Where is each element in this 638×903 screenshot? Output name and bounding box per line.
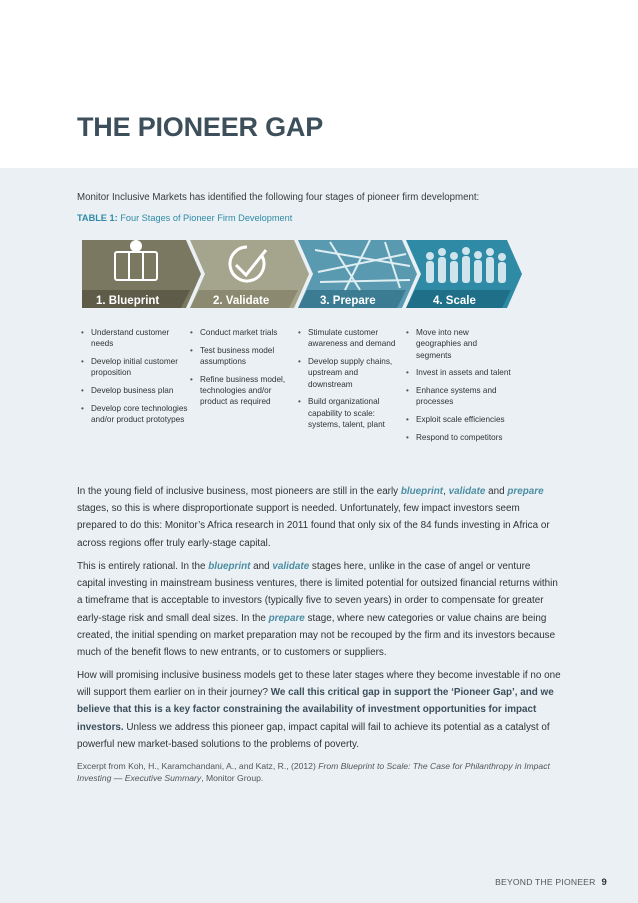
stage-term: validate: [272, 561, 310, 572]
stage-validate-label: 2. Validate: [213, 295, 270, 307]
page-number: 9: [601, 877, 607, 888]
list-item: • Understand customer needs: [81, 327, 193, 350]
stages-diagram: [0, 232, 638, 316]
stage-scale: [406, 240, 522, 308]
list-item: • Develop initial customer proposition: [81, 356, 193, 379]
citation-title: From Blueprint to Scale: The Case for Philanthropy in Impact Investing — Executive Summary: [77, 761, 550, 783]
page-title: THE PIONEER GAP: [77, 112, 324, 142]
list-item: • Conduct market trials: [190, 327, 295, 338]
footer-text: BEYOND THE PIONEER: [495, 877, 596, 887]
list-item: • Develop business plan: [81, 385, 193, 396]
list-item: • Develop core technologies and/or product prototypes: [81, 403, 193, 426]
list-item: • Develop supply chains, upstream and downstream: [298, 356, 398, 390]
text-run: Unless we address this pioneer gap, impact capital will fail to achieve its potential as a catalyst of powerful new market-based solutions to the problems of poverty.: [77, 721, 550, 750]
stage-prepare: [298, 240, 417, 308]
page-footer: [495, 877, 607, 888]
text-run: stage, where new categories or value chains are being created, the initial spending on market preparation may not be recouped by the firm and its investors because much of the benefit flows to new entrants, or to customers or suppliers.: [77, 612, 556, 659]
blueprint-activities: [81, 327, 193, 432]
stage-prepare-label: 3. Prepare: [320, 295, 376, 307]
paragraph-early-stage: [77, 483, 561, 552]
intro-text: Monitor Inclusive Markets has identified the following four stages of pioneer firm development:: [77, 192, 480, 203]
list-item: • Build organizational capability to scale: systems, talent, plant: [298, 396, 398, 430]
text-run: This is entirely rational. In the: [77, 561, 209, 572]
validate-activities: [190, 327, 295, 414]
text-run: How will promising inclusive business models get to these later stages where they become investable if no one will support them earlier on in their journey?: [77, 670, 561, 699]
table-caption-prefix: TABLE 1:: [77, 213, 118, 223]
text-run: , Monitor Group.: [201, 773, 264, 783]
stage-term: prepare: [507, 486, 544, 497]
stage-validate: [190, 240, 309, 308]
list-item: • Test business model assumptions: [190, 345, 295, 368]
text-run: stages here, unlike in the case of angel or venture capital investing in mainstream business ventures, there is limited potential for outsized financial returns within a timeframe that is acceptable to investors (typically five to seven years) in order to compensate for greater early-stage risk and small deal sizes. In the: [77, 561, 558, 624]
stage-term: blueprint: [400, 486, 444, 497]
stage-scale-label: 4. Scale: [433, 295, 476, 307]
stage-term: blueprint: [208, 561, 251, 572]
header-band: [0, 0, 638, 168]
text-run: In the young field of inclusive business, most pioneers are still in the early: [77, 486, 401, 497]
stage-term: validate: [448, 486, 486, 497]
table-caption: [77, 213, 292, 223]
list-item: • Stimulate customer awareness and demand: [298, 327, 398, 350]
table-caption-text: Four Stages of Pioneer Firm Development: [120, 213, 293, 223]
paragraph-rational: [77, 558, 561, 661]
list-item: • Enhance systems and processes: [406, 385, 514, 408]
text-run: and: [485, 486, 508, 497]
list-item: • Refine business model, technologies and/or product as required: [190, 374, 295, 408]
paragraph-pioneer-gap: [77, 667, 561, 753]
scale-activities: [406, 327, 514, 450]
text-run: Excerpt from Koh, H., Karamchandani, A., and Katz, R., (2012): [77, 761, 319, 771]
text-run: stages, so this is where disproportionate support is needed. Unfortunately, few impact investors seem prepared to do this: Monitor’s Africa research in 2011 found that only six of the 84 funds investing in Africa or across regions offer truly early-stage capital.: [77, 503, 550, 549]
citation: [77, 760, 561, 784]
text-run: ,: [443, 486, 449, 497]
stage-blueprint: [82, 240, 201, 308]
list-item: • Move into new geographies and segments: [406, 327, 514, 361]
stage-blueprint-label: 1. Blueprint: [96, 295, 160, 307]
text-run: and: [250, 561, 273, 572]
list-item: • Exploit scale efficiencies: [406, 414, 514, 425]
list-item: • Invest in assets and talent: [406, 367, 514, 378]
emphasis-text: We call this critical gap in support the ‘Pioneer Gap’, and we believe that this is a key factor constraining the availability of investment opportunities for impact investors.: [77, 687, 554, 733]
stage-term: prepare: [268, 612, 305, 624]
list-item: • Respond to competitors: [406, 432, 514, 443]
prepare-activities: [298, 327, 398, 437]
